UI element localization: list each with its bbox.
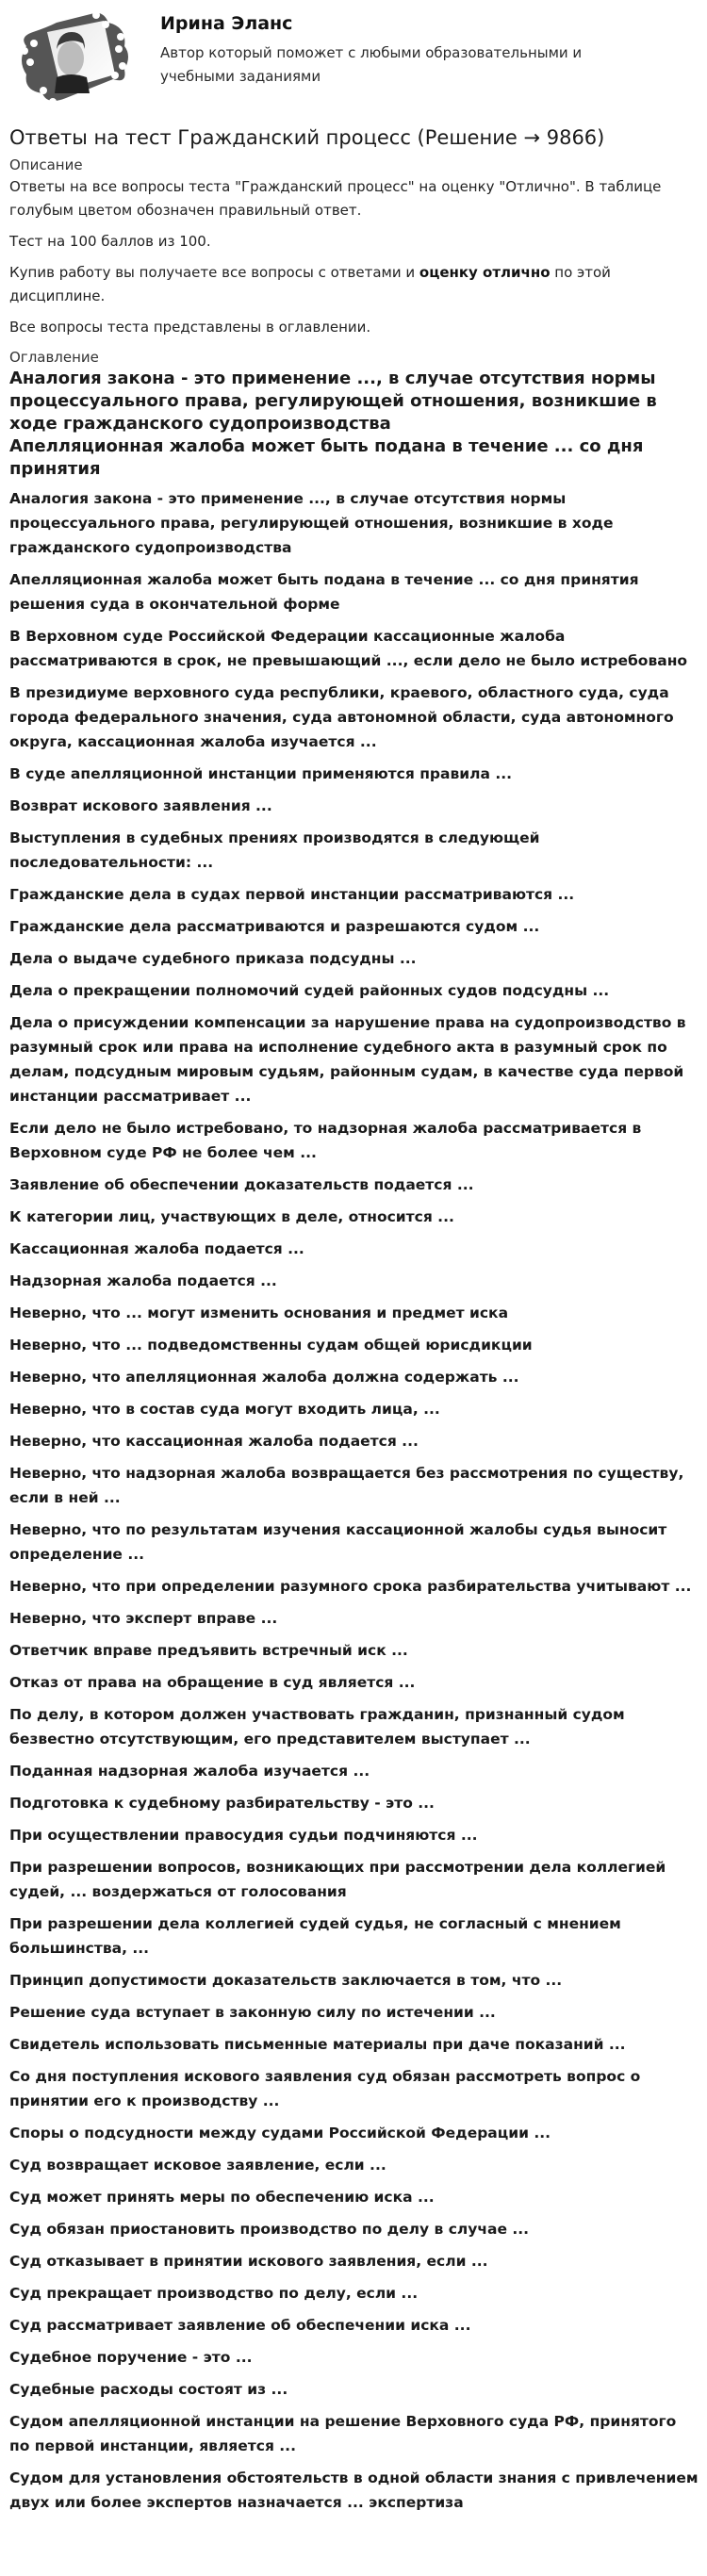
toc-item[interactable]: Свидетель использовать письменные материалы при даче показаний ... <box>9 2036 626 2053</box>
toc-item[interactable]: При разрешении вопросов, возникающих при рассмотрении дела коллегией судей, ... воздержаться от голосования <box>9 1859 666 1900</box>
toc-item[interactable]: Возврат искового заявления ... <box>9 797 272 814</box>
toc-item[interactable]: При осуществлении правосудия судьи подчиняются ... <box>9 1827 478 1844</box>
toc-item[interactable]: Принцип допустимости доказательств заключается в том, что ... <box>9 1972 563 1989</box>
toc-item[interactable]: Споры о подсудности между судами Российской Федерации ... <box>9 2125 551 2141</box>
toc-item[interactable]: Неверно, что апелляционная жалоба должна содержать ... <box>9 1369 519 1386</box>
purchase-text <box>9 261 699 308</box>
toc-item[interactable]: Неверно, что надзорная жалоба возвращается без рассмотрения по существу, если в ней ... <box>9 1465 684 1506</box>
toc-item[interactable]: Надзорная жалоба подается ... <box>9 1272 277 1289</box>
toc-item[interactable]: Выступления в судебных прениях производятся в следующей последовательности: ... <box>9 829 540 871</box>
toc-item[interactable]: Неверно, что ... могут изменить основания и предмет иска <box>9 1304 509 1321</box>
toc-item[interactable]: Суд обязан приостановить производство по делу в случае ... <box>9 2221 530 2238</box>
author-info <box>160 4 650 89</box>
toc-item[interactable]: Неверно, что в состав суда могут входить лица, ... <box>9 1401 440 1418</box>
toc-label: Оглавление <box>9 349 99 366</box>
author-name[interactable]: Ирина Эланс <box>160 13 293 34</box>
toc-item[interactable]: К категории лиц, участвующих в деле, относится ... <box>9 1208 454 1225</box>
toc-item[interactable]: Отказ от права на обращение в суд является ... <box>9 1674 416 1691</box>
avatar[interactable] <box>9 4 141 107</box>
avatar-image <box>9 4 141 107</box>
toc-item[interactable]: Неверно, что ... подведомственны судам общей юрисдикции <box>9 1337 533 1354</box>
toc-item[interactable]: Суд рассматривает заявление об обеспечении иска ... <box>9 2317 471 2334</box>
author-description: Автор который поможет с любыми образовательными и учебными заданиями <box>160 44 583 85</box>
toc-heading[interactable]: Аналогия закона - это применение ..., в случае отсутствия нормы процессуального права, регулирующей отношения, возникшие в ходе гражданского судопроизводства <box>9 369 657 434</box>
toc-item[interactable]: Дела о прекращении полномочий судей районных судов подсудны ... <box>9 982 610 999</box>
toc-item[interactable]: Судебные расходы состоят из ... <box>9 2381 288 2398</box>
toc-item[interactable]: В суде апелляционной инстанции применяются правила ... <box>9 765 513 782</box>
toc-item[interactable]: Кассационная жалоба подается ... <box>9 1240 304 1257</box>
toc-item[interactable]: Судом апелляционной инстанции на решение Верховного суда РФ, принятого по первой инстанции, является ... <box>9 2413 677 2454</box>
toc-item[interactable]: Ответчик вправе предъявить встречный иск ... <box>9 1642 408 1659</box>
purchase-text-start: Купив работу вы получаете все вопросы с ответами и <box>9 264 419 281</box>
toc-list <box>9 486 699 2515</box>
toc-item[interactable]: Подготовка к судебному разбирательству - это ... <box>9 1795 435 1812</box>
author-card <box>9 0 699 115</box>
description-label: Описание <box>9 156 83 173</box>
toc-item[interactable]: Суд может принять меры по обеспечению иска ... <box>9 2189 435 2206</box>
toc-item[interactable]: Решение суда вступает в законную силу по истечении ... <box>9 2004 496 2021</box>
toc-item[interactable]: Неверно, что кассационная жалоба подается ... <box>9 1433 419 1450</box>
toc-item[interactable]: Аналогия закона - это применение ..., в случае отсутствия нормы процессуального права, регулирующей отношения, возникшие в ходе гражданского судопроизводства <box>9 490 614 556</box>
description-text: Ответы на все вопросы теста "Гражданский процесс" на оценку "Отлично". В таблице голубым цветом обозначен правильный ответ. <box>9 178 662 219</box>
toc-item[interactable]: Заявление об обеспечении доказательств подается ... <box>9 1176 474 1193</box>
toc-item[interactable]: Гражданские дела в судах первой инстанции рассматриваются ... <box>9 886 575 903</box>
page-title: Ответы на тест Гражданский процесс (Решение → 9866) <box>9 126 605 149</box>
toc-item[interactable]: Суд возвращает исковое заявление, если ... <box>9 2157 386 2174</box>
toc-item[interactable]: Неверно, что при определении разумного срока разбирательства учитывают ... <box>9 1578 692 1595</box>
purchase-text-bold: оценку отлично <box>419 264 551 281</box>
score-text: Тест на 100 баллов из 100. <box>9 233 211 250</box>
all-questions-text: Все вопросы теста представлены в оглавлении. <box>9 319 371 336</box>
toc-item[interactable]: Если дело не было истребовано, то надзорная жалоба рассматривается в Верховном суде РФ не более чем ... <box>9 1120 642 1161</box>
toc-item[interactable]: Апелляционная жалоба может быть подана в течение ... со дня принятия решения суда в окончательной форме <box>9 571 639 613</box>
purchase-text-end: по этой дисциплине. <box>9 264 611 304</box>
toc-heading[interactable]: Апелляционная жалоба может быть подана в течение ... со дня принятия <box>9 436 644 479</box>
toc-item[interactable]: Дела о выдаче судебного приказа подсудны ... <box>9 950 417 967</box>
toc-item[interactable]: Суд отказывает в принятии искового заявления, если ... <box>9 2253 488 2270</box>
toc-item[interactable]: Судебное поручение - это ... <box>9 2349 253 2366</box>
toc-item[interactable]: В президиуме верховного суда республики, краевого, областного суда, суда города федерального значения, суда автономной области, суда автономного округа, кассационная жалоба изучается ... <box>9 684 674 750</box>
toc-item[interactable]: Гражданские дела рассматриваются и разрешаются судом ... <box>9 918 540 935</box>
toc-item[interactable]: При разрешении дела коллегией судей судья, не согласный с мнением большинства, ... <box>9 1915 621 1957</box>
toc-item[interactable]: По делу, в котором должен участвовать гражданин, признанный судом безвестно отсутствующим, его представителем выступает ... <box>9 1706 625 1747</box>
toc-item[interactable]: Неверно, что эксперт вправе ... <box>9 1610 278 1627</box>
toc-item[interactable]: Дела о присуждении компенсации за нарушение права на судопроизводство в разумный срок или права на исполнение судебного акта в разумный срок по делам, подсудным мировым судьям, районным судам, в качестве суда первой инстанции рассматривает ... <box>9 1014 686 1105</box>
toc-item[interactable]: В Верховном суде Российской Федерации кассационные жалоба рассматриваются в срок, не превышающий ..., если дело не было истребовано <box>9 628 688 669</box>
toc-item[interactable]: Со дня поступления искового заявления суд обязан рассмотреть вопрос о принятии его к производству ... <box>9 2068 641 2109</box>
toc-item[interactable]: Судом для установления обстоятельств в одной области знания с привлечением двух или более экспертов назначается ... экспертиза <box>9 2469 699 2511</box>
toc-item[interactable]: Поданная надзорная жалоба изучается ... <box>9 1763 370 1780</box>
toc-item[interactable]: Суд прекращает производство по делу, если ... <box>9 2285 419 2302</box>
toc-item[interactable]: Неверно, что по результатам изучения кассационной жалобы судья выносит определение ... <box>9 1521 667 1563</box>
